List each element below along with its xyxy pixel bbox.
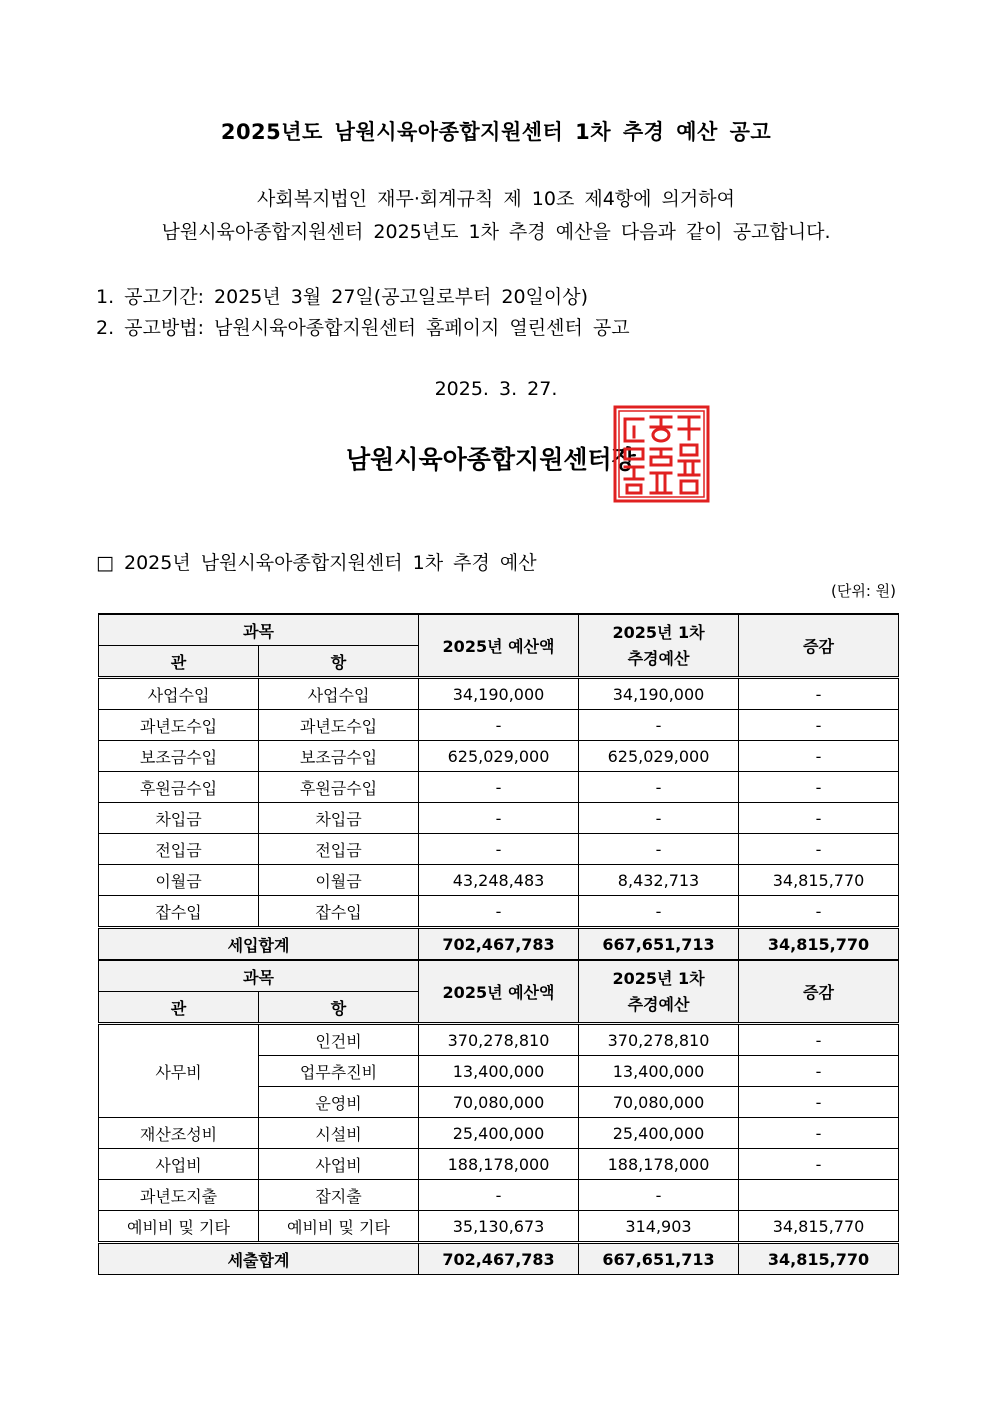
total-value: 34,815,770	[739, 928, 899, 961]
total-value: 34,815,770	[739, 1243, 899, 1275]
table-cell: 과년도수입	[259, 710, 419, 741]
table-cell: -	[419, 772, 579, 803]
table-cell: -	[419, 1180, 579, 1211]
table-cell: 625,029,000	[419, 741, 579, 772]
table-cell: 예비비 및 기타	[99, 1211, 259, 1243]
table-cell: -	[739, 896, 899, 928]
header-change: 증감	[739, 960, 899, 1024]
header-supplementary-line1: 2025년 1차	[612, 968, 705, 988]
budget-table	[98, 613, 899, 1275]
table-row	[99, 678, 899, 710]
table-cell: -	[419, 834, 579, 865]
notice-period: 1. 공고기간: 2025년 3월 27일(공고일로부터 20일이상)	[96, 286, 589, 308]
table-cell: -	[739, 1024, 899, 1056]
table-cell: -	[579, 896, 739, 928]
header-hang: 항	[259, 646, 419, 678]
table-cell: 70,080,000	[579, 1087, 739, 1118]
table-cell	[739, 1180, 899, 1211]
total-label: 세출합계	[99, 1243, 419, 1275]
table-row	[99, 896, 899, 928]
table-cell: -	[739, 1118, 899, 1149]
table-cell: 과년도수입	[99, 710, 259, 741]
table-cell: 625,029,000	[579, 741, 739, 772]
group-label: 사무비	[99, 1024, 259, 1118]
section-title: □ 2025년 남원시육아종합지원센터 1차 추경 예산	[96, 552, 537, 574]
table-row	[99, 1211, 899, 1243]
intro-line-1: 사회복지법인 재무·회계규칙 제 10조 제4항에 의거하여	[257, 188, 735, 210]
table-cell: 차입금	[259, 803, 419, 834]
header-gwan: 관	[99, 992, 259, 1024]
table-cell: -	[579, 1180, 739, 1211]
table-cell: 314,903	[579, 1211, 739, 1243]
intro-line-2: 남원시육아종합지원센터 2025년도 1차 추경 예산을 다음과 같이 공고합니다.	[161, 221, 831, 243]
table-cell: -	[579, 803, 739, 834]
table-cell: 43,248,483	[419, 865, 579, 896]
unit-label: (단위: 원)	[831, 582, 896, 600]
total-row	[99, 928, 899, 961]
table-cell: 35,130,673	[419, 1211, 579, 1243]
page-title: 2025년도 남원시육아종합지원센터 1차 추경 예산 공고	[220, 120, 772, 144]
table-cell: 188,178,000	[419, 1149, 579, 1180]
table-cell: -	[739, 1087, 899, 1118]
notice-date: 2025. 3. 27.	[434, 378, 558, 400]
table-cell: 70,080,000	[419, 1087, 579, 1118]
table-cell: 차입금	[99, 803, 259, 834]
header-hang: 항	[259, 992, 419, 1024]
table-cell: 13,400,000	[579, 1056, 739, 1087]
table-cell: 13,400,000	[419, 1056, 579, 1087]
table-cell: -	[739, 710, 899, 741]
table-row	[99, 1024, 899, 1056]
table-cell: 34,815,770	[739, 865, 899, 896]
table-cell: 시설비	[259, 1118, 419, 1149]
table-row	[99, 1180, 899, 1211]
header-supplementary-line2: 추경예산	[627, 648, 690, 668]
table-cell: 370,278,810	[579, 1024, 739, 1056]
table-cell: -	[419, 803, 579, 834]
total-value: 667,651,713	[579, 928, 739, 961]
header-supplementary	[579, 960, 739, 1024]
total-value: 667,651,713	[579, 1243, 739, 1275]
table-cell: 이월금	[259, 865, 419, 896]
table-row	[99, 772, 899, 803]
header-budget: 2025년 예산액	[419, 960, 579, 1024]
table-cell: -	[739, 741, 899, 772]
table-cell: -	[579, 772, 739, 803]
table-row	[99, 803, 899, 834]
table-cell: 25,400,000	[579, 1118, 739, 1149]
table-row	[99, 741, 899, 772]
table-cell: 188,178,000	[579, 1149, 739, 1180]
table-cell: -	[579, 710, 739, 741]
table-cell: 사업수입	[259, 678, 419, 710]
issuer-name: 남원시육아종합지원센터장	[346, 445, 636, 474]
table-cell: 재산조성비	[99, 1118, 259, 1149]
table-cell: 잡수입	[99, 896, 259, 928]
table-cell: 사업수입	[99, 678, 259, 710]
table-cell: 인건비	[259, 1024, 419, 1056]
table-cell: 8,432,713	[579, 865, 739, 896]
table-cell: -	[579, 834, 739, 865]
table-cell: -	[739, 834, 899, 865]
header-change: 증감	[739, 614, 899, 678]
table-cell: 잡지출	[259, 1180, 419, 1211]
table-cell: 사업비	[259, 1149, 419, 1180]
table-cell: -	[739, 1149, 899, 1180]
table-cell: 사업비	[99, 1149, 259, 1180]
table-row	[99, 710, 899, 741]
table-cell: 과년도지출	[99, 1180, 259, 1211]
table-cell: -	[419, 710, 579, 741]
table-cell: 전입금	[259, 834, 419, 865]
table-cell: 25,400,000	[419, 1118, 579, 1149]
official-seal-icon	[613, 405, 710, 503]
table-cell: -	[739, 772, 899, 803]
total-value: 702,467,783	[419, 1243, 579, 1275]
table-cell: -	[739, 1056, 899, 1087]
table-row	[99, 1118, 899, 1149]
header-subject: 과목	[99, 960, 419, 992]
table-cell: 보조금수입	[259, 741, 419, 772]
table-cell: -	[739, 678, 899, 710]
table-cell: -	[419, 896, 579, 928]
table-cell: 잡수입	[259, 896, 419, 928]
table-cell: 34,815,770	[739, 1211, 899, 1243]
header-supplementary-line1: 2025년 1차	[612, 622, 705, 642]
header-subject: 과목	[99, 614, 419, 646]
header-budget: 2025년 예산액	[419, 614, 579, 678]
total-label: 세입합계	[99, 928, 419, 961]
header-supplementary	[579, 614, 739, 678]
table-cell: 보조금수입	[99, 741, 259, 772]
table-cell: -	[739, 803, 899, 834]
table-row	[99, 834, 899, 865]
table-cell: 업무추진비	[259, 1056, 419, 1087]
table-cell: 34,190,000	[419, 678, 579, 710]
table-row	[99, 1149, 899, 1180]
table-cell: 370,278,810	[419, 1024, 579, 1056]
table-row	[99, 865, 899, 896]
expense-header-row	[99, 960, 899, 992]
revenue-header-row	[99, 614, 899, 646]
table-cell: 후원금수입	[259, 772, 419, 803]
table-cell: 이월금	[99, 865, 259, 896]
header-supplementary-line2: 추경예산	[627, 994, 690, 1014]
total-value: 702,467,783	[419, 928, 579, 961]
table-cell: 예비비 및 기타	[259, 1211, 419, 1243]
table-cell: 34,190,000	[579, 678, 739, 710]
notice-method: 2. 공고방법: 남원시육아종합지원센터 홈페이지 열린센터 공고	[96, 317, 630, 339]
table-cell: 후원금수입	[99, 772, 259, 803]
table-cell: 운영비	[259, 1087, 419, 1118]
header-gwan: 관	[99, 646, 259, 678]
total-row	[99, 1243, 899, 1275]
table-cell: 전입금	[99, 834, 259, 865]
